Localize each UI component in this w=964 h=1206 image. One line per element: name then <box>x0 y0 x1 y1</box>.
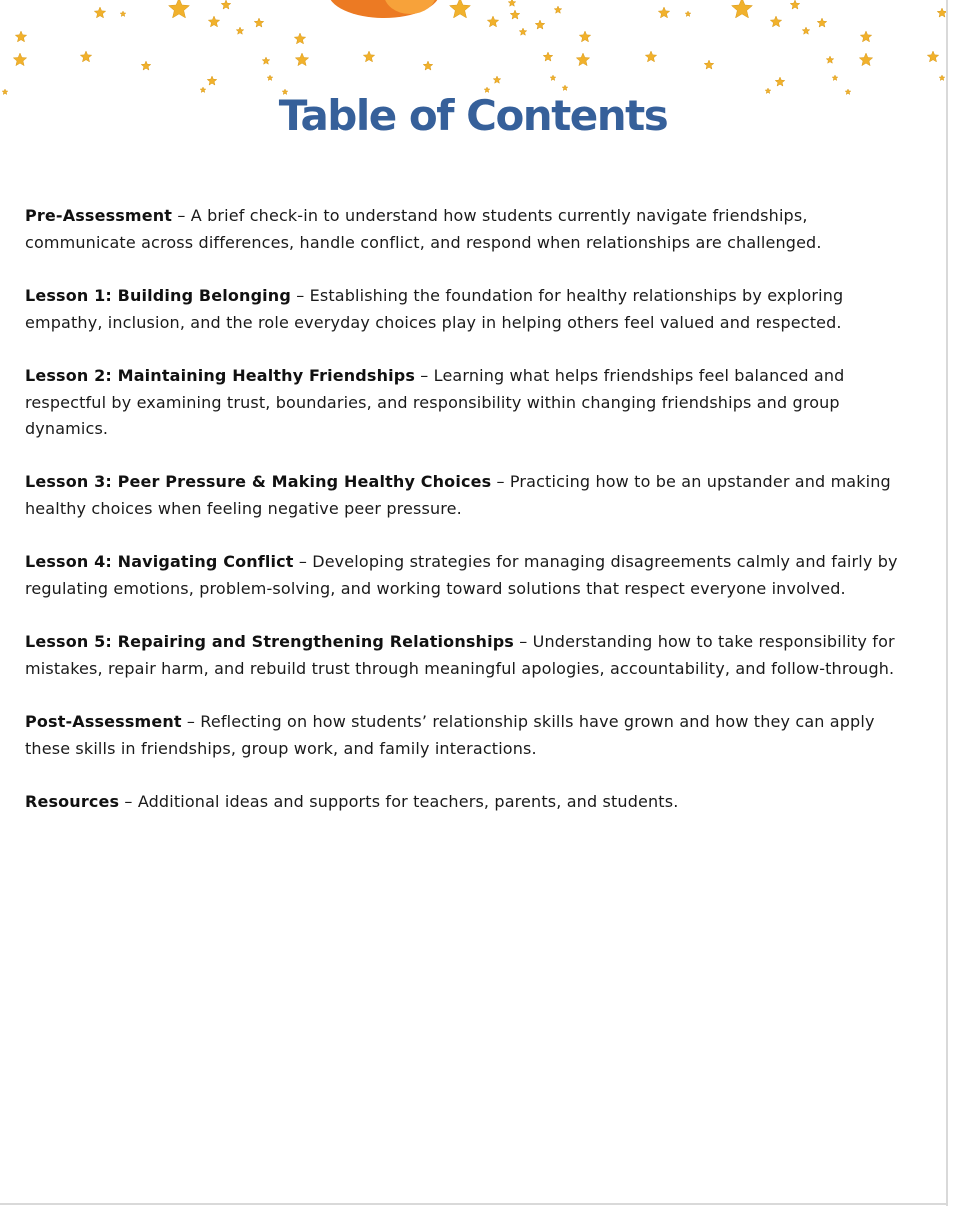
star-icon <box>294 33 305 44</box>
star-icon <box>645 51 656 62</box>
toc-entry-description: Practicing how to be an upstander and making healthy choices when feeling negative peer pressure. <box>25 472 891 519</box>
toc-entry-title: Lesson 2: Maintaining Healthy Friendships <box>25 365 416 385</box>
toc-entry-description: Learning what helps friendships feel balanced and respectful by examining trust, boundaries, and responsibility within changing friendships and group dynamics. <box>25 365 845 439</box>
toc-entry-separator: – <box>119 792 138 812</box>
star-icon <box>550 75 556 80</box>
star-icon <box>790 0 800 9</box>
star-icon <box>579 31 590 42</box>
star-icon <box>732 0 753 18</box>
toc-entry-description: Developing strategies for managing disagreements calmly and fairly by regulating emotions, problem-solving, and working toward solutions that respect everyone involved. <box>25 552 898 599</box>
star-icon <box>363 51 374 62</box>
star-icon <box>519 28 527 35</box>
star-icon <box>423 61 433 70</box>
star-icon <box>832 75 838 80</box>
star-icon <box>221 0 231 9</box>
toc-entry <box>25 549 910 602</box>
star-icon <box>94 7 105 18</box>
star-banner-decoration <box>0 0 946 100</box>
star-icon <box>450 0 471 18</box>
star-icon <box>658 7 669 18</box>
toc-entry-description: Understanding how to take responsibility for mistakes, repair harm, and rebuild trust through meaningful apologies, accountability, and follow-through. <box>25 632 895 678</box>
toc-entry-title: Lesson 3: Peer Pressure & Making Healthy Choices <box>25 472 492 492</box>
star-icon <box>927 51 938 62</box>
toc-entry <box>25 709 910 762</box>
page-bottom-edge <box>0 1203 948 1205</box>
star-icon <box>510 10 520 19</box>
star-icon <box>169 0 190 18</box>
star-icon <box>236 27 244 34</box>
toc-entry-separator: – <box>290 285 310 305</box>
toc-entry-description: A brief check-in to understand how students currently navigate friendships, communicate across differences, handle conflict, and respond when relationships are challenged. <box>25 206 822 252</box>
star-icon <box>770 16 781 27</box>
star-icon <box>859 53 872 66</box>
toc-entry-separator: – <box>293 552 313 572</box>
viewer-gutter <box>948 0 964 1206</box>
toc-entry <box>25 283 910 336</box>
star-icon <box>939 75 945 80</box>
toc-entry-title: Pre-Assessment <box>25 206 173 225</box>
table-of-contents-list <box>25 203 910 842</box>
stars-group <box>2 0 946 94</box>
toc-entry-separator: – <box>172 206 191 225</box>
star-icon <box>262 57 270 64</box>
page-title: Table of Contents <box>278 91 668 140</box>
toc-entry <box>25 629 910 682</box>
star-icon <box>860 31 871 42</box>
star-icon <box>15 31 26 42</box>
star-icon <box>487 16 498 27</box>
star-icon <box>295 53 308 66</box>
toc-entry-title: Lesson 4: Navigating Conflict <box>25 552 294 572</box>
star-icon <box>208 16 219 27</box>
star-icon <box>543 52 553 61</box>
star-icon <box>80 51 91 62</box>
toc-entry-title: Lesson 5: Repairing and Strengthening Relationships <box>25 632 514 652</box>
toc-entry-description: Establishing the foundation for healthy relationships by exploring empathy, inclusion, and the role everyday choices play in helping others feel valued and respected. <box>25 285 844 332</box>
star-icon <box>704 60 714 69</box>
toc-entry-separator: – <box>415 365 434 385</box>
star-icon <box>141 61 151 70</box>
star-icon <box>685 11 691 16</box>
toc-entry-separator: – <box>181 712 201 732</box>
star-icon <box>254 18 264 27</box>
star-icon <box>826 56 834 63</box>
toc-entry-separator: – <box>514 632 533 652</box>
star-icon <box>817 18 827 27</box>
toc-entry-title: Resources <box>25 792 120 812</box>
toc-entry-title: Post-Assessment <box>25 712 182 732</box>
star-icon <box>207 76 217 85</box>
toc-entry-separator: – <box>491 472 510 492</box>
star-icon <box>267 75 273 80</box>
star-icon <box>802 27 810 34</box>
toc-entry <box>25 363 910 443</box>
star-icon <box>120 11 126 16</box>
star-icon <box>13 53 26 66</box>
toc-entry-description: Additional ideas and supports for teachers, parents, and students. <box>137 792 679 812</box>
star-icon <box>493 76 501 83</box>
toc-entry-description: Reflecting on how students’ relationship skills have grown and how they can apply these skills in friendships, group work, and family interactions. <box>25 712 875 758</box>
star-icon <box>775 77 785 86</box>
star-icon <box>535 20 545 29</box>
star-icon <box>937 8 946 17</box>
toc-entry <box>25 789 910 816</box>
toc-entry <box>25 469 910 522</box>
star-icon <box>554 6 562 13</box>
toc-entry <box>25 203 910 256</box>
star-icon <box>508 0 516 6</box>
star-icon <box>576 53 589 66</box>
sun-illustration <box>328 0 440 18</box>
toc-entry-title: Lesson 1: Building Belonging <box>25 285 291 305</box>
